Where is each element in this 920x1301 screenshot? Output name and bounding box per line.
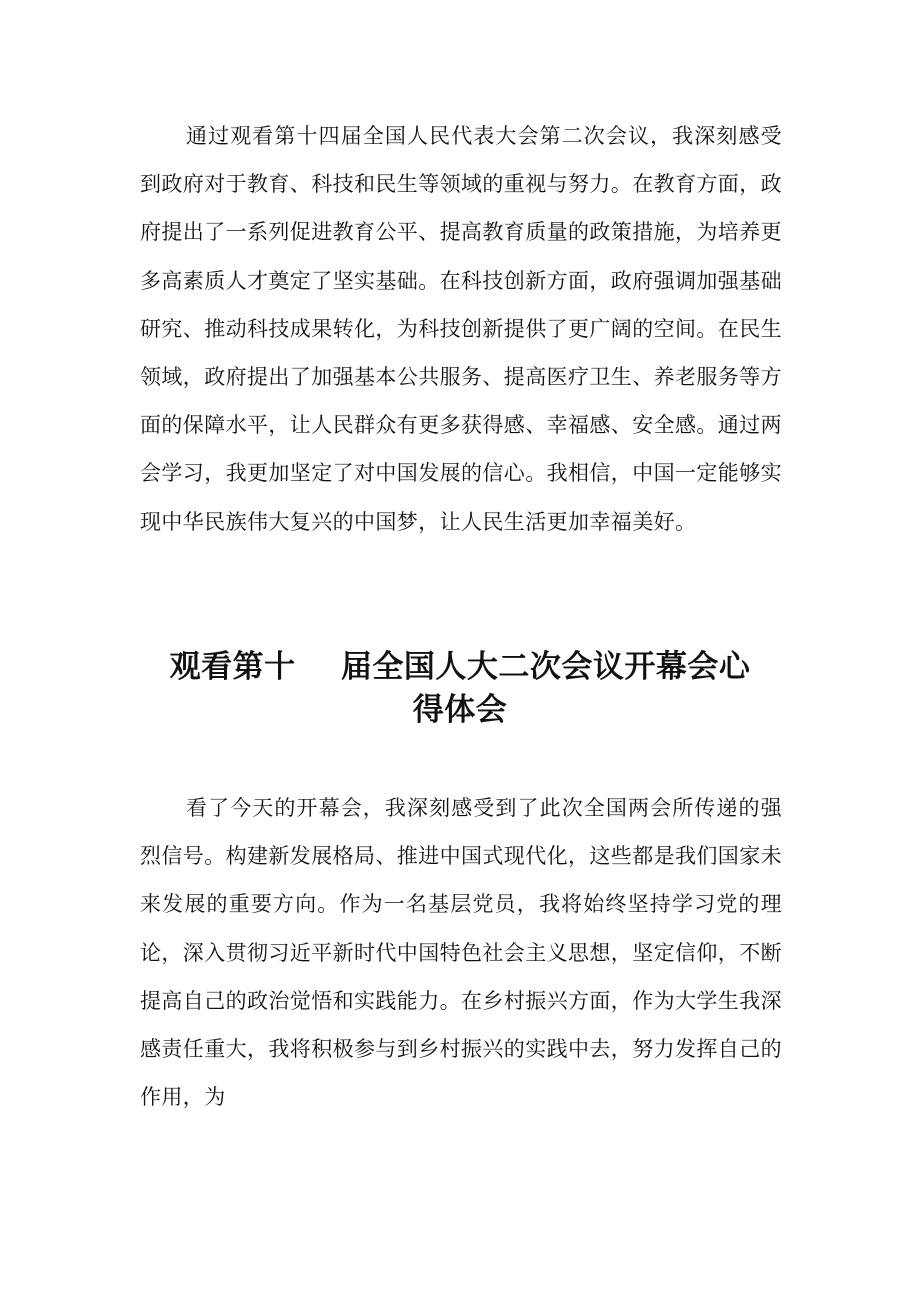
section-heading-line-2: 得体会 [412, 692, 508, 728]
body-paragraph-1: 通过观看第十四届全国人民代表大会第二次会议，我深刻感受到政府对于教育、科技和民生等领域的重视与努力。在教育方面，政府提出了一系列促进教育公平、提高教育质量的政策措施，为培养更多高素质人才奠定了坚实基础。在科技创新方面，政府强调加强基础研究、推动科技成果转化，为科技创新提供了更广阔的空间。在民生领域，政府提出了加强基本公共服务、提高医疗卫生、养老服务等方面的保障水平，让人民群众有更多获得感、幸福感、安全感。通过两会学习，我更加坚定了对中国发展的信心。我相信，中国一定能够实现中华民族伟大复兴的中国梦，让人民生活更加幸福美好。 [140, 124, 782, 534]
section-heading-line-1: 观看第十 届全国人大二次会议开幕会心 [169, 649, 751, 685]
section-heading [110, 646, 810, 732]
body-paragraph-2: 看了今天的开幕会，我深刻感受到了此次全国两会所传递的强烈信号。构建新发展格局、推进中国式现代化，这些都是我们国家未来发展的重要方向。作为一名基层党员，我将始终坚持学习党的理论，深入贯彻习近平新时代中国特色社会主义思想，坚定信仰，不断提高自己的政治觉悟和实践能力。在乡村振兴方面，作为大学生我深感责任重大，我将积极参与到乡村振兴的实践中去，努力发挥自己的作用，为 [140, 796, 782, 1110]
